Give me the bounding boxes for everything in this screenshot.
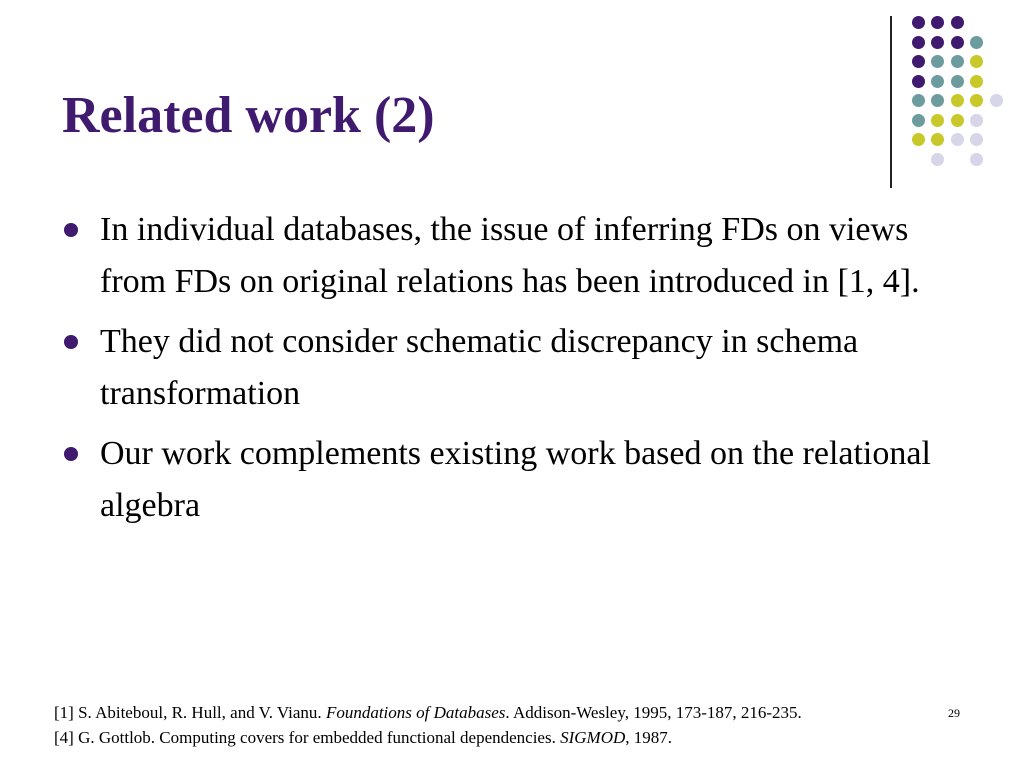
decorative-dot xyxy=(931,94,944,107)
reference-authors: [1] S. Abiteboul, R. Hull, and V. Vianu. xyxy=(54,703,326,722)
bullet-item xyxy=(64,316,964,420)
decorative-dot xyxy=(970,55,983,68)
reference-details: . Addison-Wesley, 1995, 173-187, 216-235. xyxy=(505,703,802,722)
reference-venue: SIGMOD xyxy=(560,728,626,747)
bullet-dot-icon xyxy=(64,447,78,461)
decorative-dot xyxy=(912,75,925,88)
decorative-dot xyxy=(931,133,944,146)
reference-venue: Foundations of Databases xyxy=(325,703,506,722)
decorative-dot xyxy=(970,153,983,166)
decorative-dot xyxy=(931,16,944,29)
decorative-dot xyxy=(970,75,983,88)
decorative-dot xyxy=(970,133,983,146)
decorative-dot xyxy=(912,133,925,146)
bullet-text: Our work complements existing work based on the relational algebra xyxy=(100,435,931,524)
decorative-dot xyxy=(912,55,925,68)
decorative-dot xyxy=(970,94,983,107)
decorative-dot xyxy=(951,16,964,29)
title-divider-line xyxy=(890,16,892,188)
reference-details: , 1987. xyxy=(625,728,672,747)
decorative-dot xyxy=(912,36,925,49)
decorative-dot xyxy=(951,114,964,127)
decorative-dot xyxy=(931,55,944,68)
decorative-dot xyxy=(912,94,925,107)
decorative-dot xyxy=(912,114,925,127)
decorative-dot xyxy=(970,36,983,49)
decorative-dot xyxy=(951,55,964,68)
bullet-list xyxy=(64,204,964,540)
decorative-dot xyxy=(931,75,944,88)
bullet-item xyxy=(64,204,964,308)
bullet-dot-icon xyxy=(64,223,78,237)
decorative-dot xyxy=(912,16,925,29)
bullet-text: They did not consider schematic discrepancy in schema transformation xyxy=(100,323,859,412)
bullet-dot-icon xyxy=(64,335,78,349)
decorative-dot xyxy=(931,114,944,127)
decorative-dot xyxy=(931,36,944,49)
decorative-dot xyxy=(951,75,964,88)
decorative-dot xyxy=(990,94,1003,107)
bullet-item xyxy=(64,428,964,532)
decorative-dot-grid xyxy=(900,10,1010,180)
decorative-dot xyxy=(931,153,944,166)
bullet-text: In individual databases, the issue of inferring FDs on views from FDs on original relations has been introduced in [1, 4]. xyxy=(100,211,920,300)
reference-authors: [4] G. Gottlob. Computing covers for embedded functional dependencies. xyxy=(54,728,561,747)
decorative-dot xyxy=(951,94,964,107)
slide-title: Related work (2) xyxy=(62,87,435,144)
references xyxy=(54,700,802,750)
decorative-dot xyxy=(951,36,964,49)
reference-item xyxy=(54,725,802,750)
decorative-dot xyxy=(970,114,983,127)
decorative-dot xyxy=(951,133,964,146)
page-number: 29 xyxy=(948,706,960,720)
reference-item xyxy=(54,700,802,725)
